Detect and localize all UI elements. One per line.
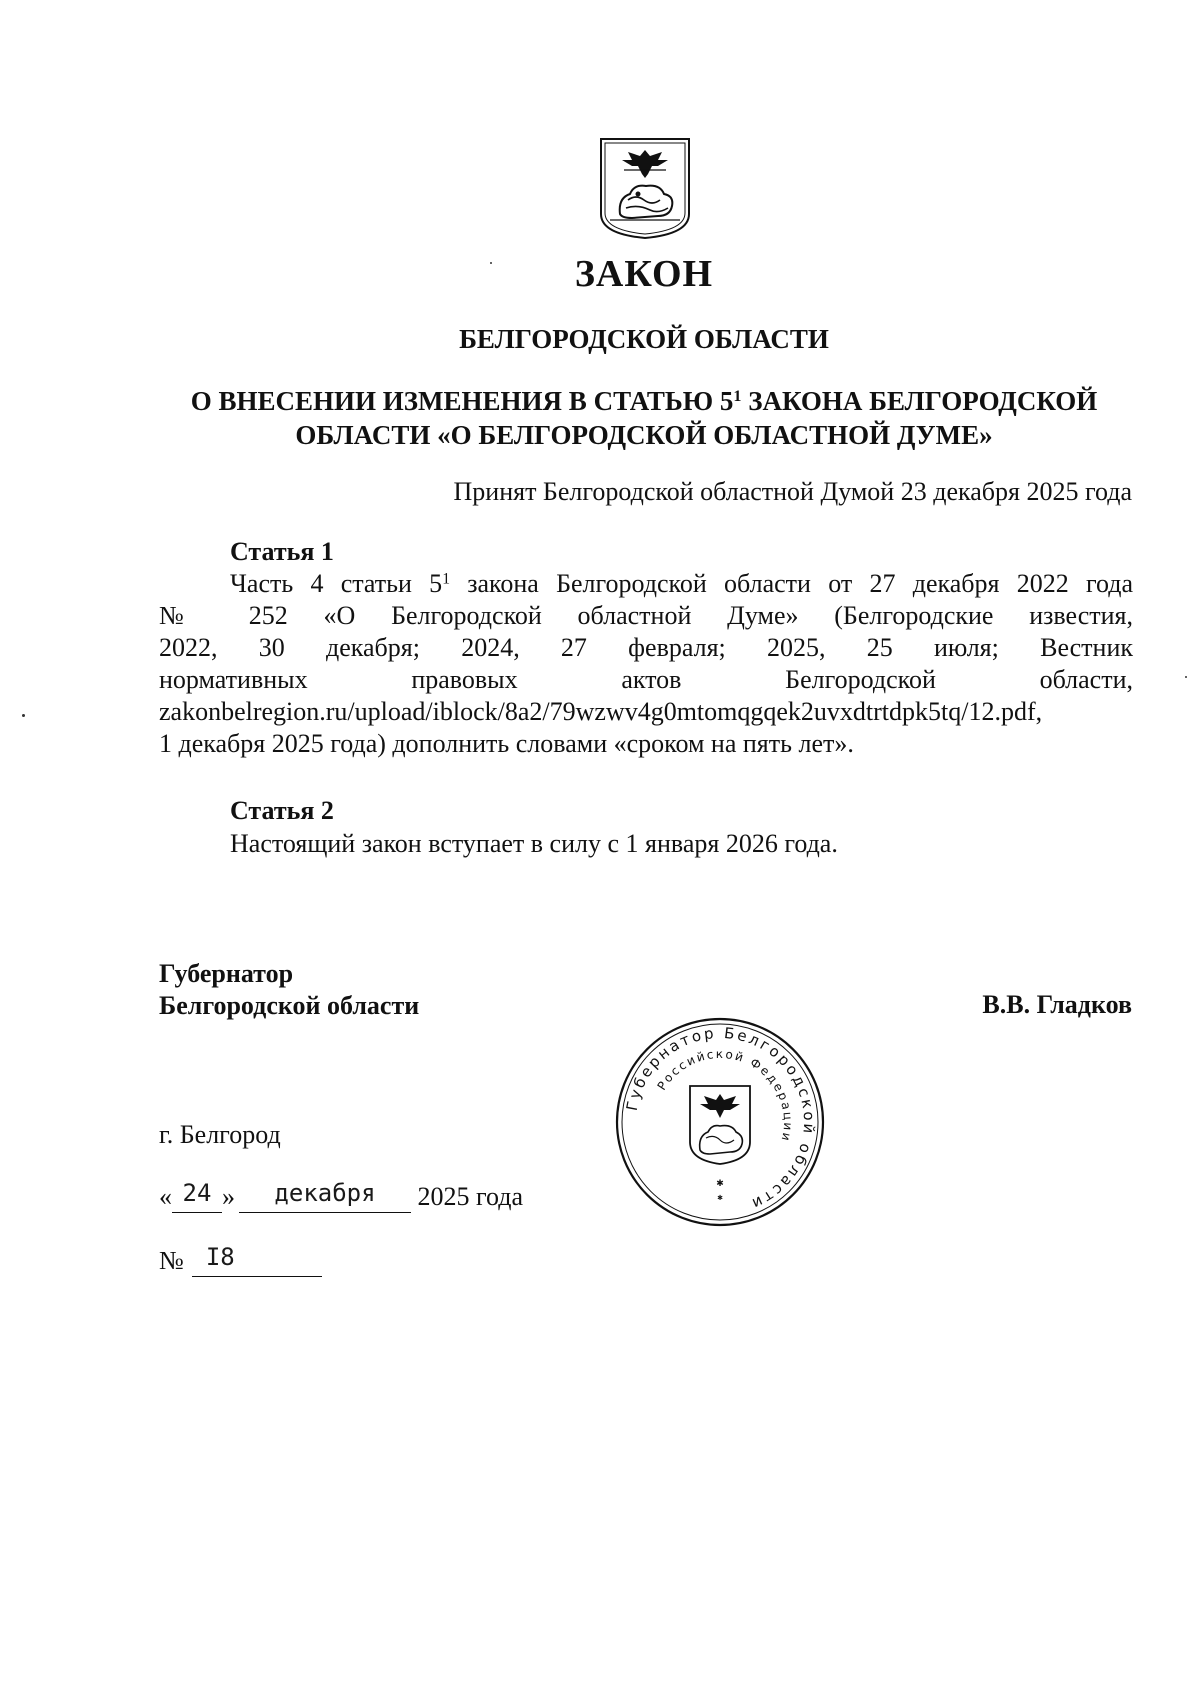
signing-date (159, 1179, 524, 1213)
seal-ring-text: Губернатор Белгородской области (622, 1023, 819, 1214)
title-line2: ОБЛАСТИ «О БЕЛГОРОДСКОЙ ОБЛАСТНОЙ ДУМЕ» (295, 420, 993, 450)
svg-text:✱: ✱ (717, 1194, 723, 1202)
signatory-name: В.В. Гладков (982, 990, 1132, 1019)
number-sign: № (159, 1246, 184, 1275)
coat-of-arms-icon (598, 136, 692, 240)
region-heading: БЕЛГОРОДСКОЙ ОБЛАСТИ (459, 324, 829, 354)
article1-line6: 1 декабря 2025 года) дополнить словами «сроком на пять лет». (159, 729, 854, 758)
svg-text:✱: ✱ (716, 1178, 724, 1188)
title-superscript: 1 (733, 387, 742, 406)
article1-line5: zakonbelregion.ru/upload/iblock/8a2/79wzwv4g0mtomqgqek2uvxdtrtdpk5tq/12.pdf, (159, 697, 1043, 726)
law-number (159, 1243, 322, 1277)
date-year: 2025 года (417, 1182, 524, 1211)
number-field (192, 1243, 322, 1277)
signatory-position (159, 958, 419, 1022)
date-open-quote: « (159, 1182, 172, 1211)
date-day: 24 (182, 1179, 212, 1207)
article2-body: Настоящий закон вступает в силу с 1 января 2026 года. (230, 829, 838, 858)
article1-line3: 2022, 30 декабря; 2024, 27 февраля; 2025, 25 июля; Вестник (159, 633, 1133, 662)
signatory-position-line1: Губернатор (159, 959, 294, 988)
document-type-heading: ЗАКОН (574, 253, 714, 295)
article1-line4: нормативных правовых актов Белгородской области, (159, 665, 1133, 694)
place-of-signing: г. Белгород (159, 1120, 281, 1149)
article1-line2: № 252 «О Белгородской областной Думе» (Белгородские известия, (159, 601, 1133, 630)
seal-inner-text: Российской Федерации (654, 1046, 796, 1145)
scan-speck (1185, 676, 1187, 678)
article1-title: Статья 1 (230, 537, 334, 566)
official-seal-icon (614, 1016, 826, 1228)
adoption-note: Принят Белгородской областной Думой 23 декабря 2025 года (453, 477, 1132, 506)
scan-speck (22, 714, 25, 717)
title-line1-after: ЗАКОНА БЕЛГОРОДСКОЙ (741, 386, 1098, 416)
number-value: I8 (205, 1243, 235, 1271)
date-close-quote: » (222, 1182, 235, 1211)
title-line1-before: О ВНЕСЕНИИ ИЗМЕНЕНИЯ В СТАТЬЮ 5 (190, 386, 734, 416)
law-title (150, 384, 1138, 452)
article2-title: Статья 2 (230, 796, 334, 825)
article1-line1: Часть 4 статьи $5^1$ закона Белгородской области от 27 декабря 2022 года (230, 569, 1134, 598)
date-month: декабря (274, 1179, 376, 1207)
date-month-field (239, 1179, 411, 1213)
article1-body (159, 568, 1133, 760)
date-day-field (172, 1179, 222, 1213)
scan-speck (490, 262, 492, 264)
signatory-position-line2: Белгородской области (159, 991, 420, 1020)
